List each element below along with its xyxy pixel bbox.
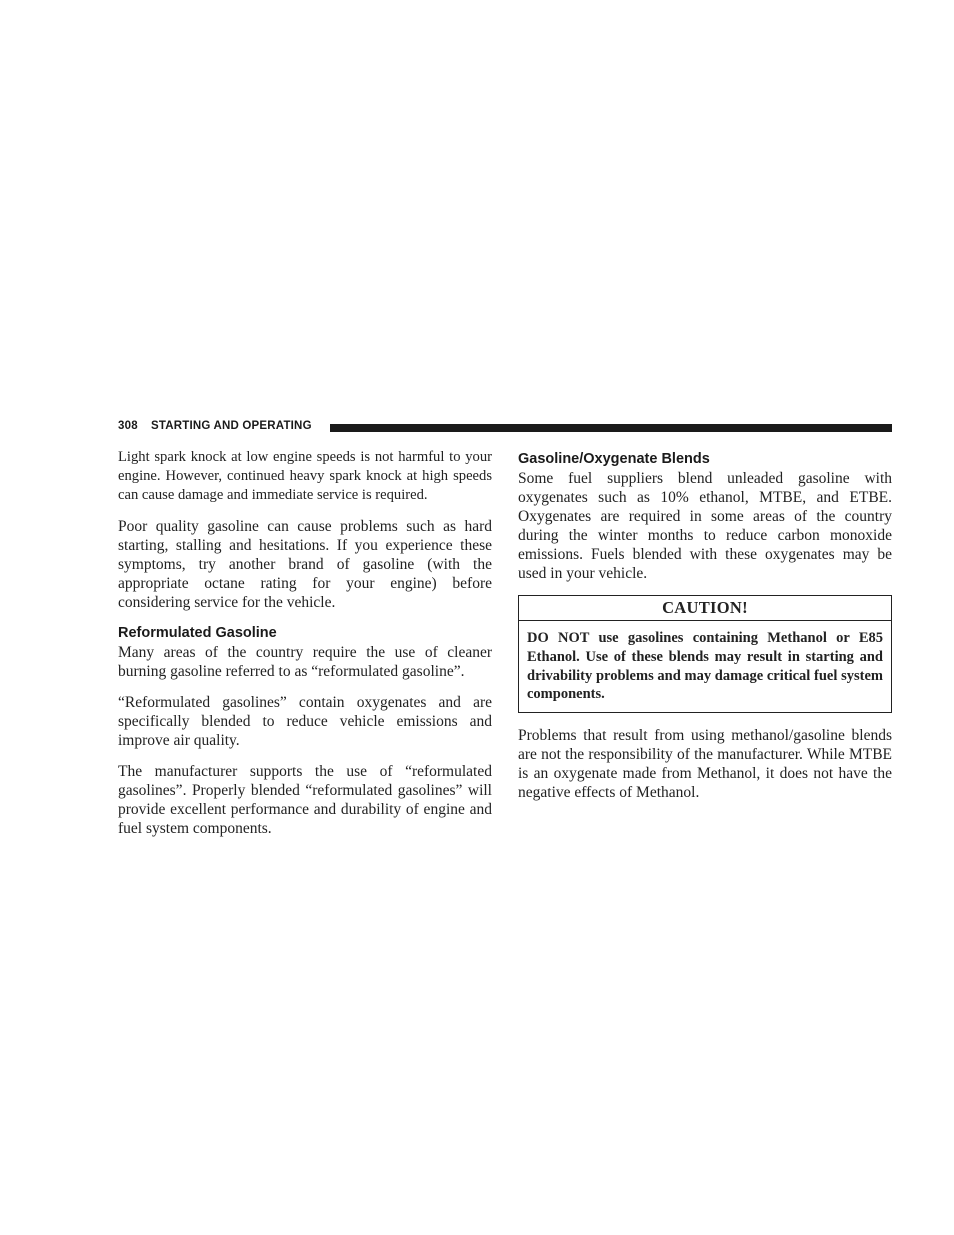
paragraph-spark-knock: Light spark knock at low engine speeds is not harmful to your engine. However, continued heavy spark knock at high speeds can cause damage and immediate service is required. <box>118 449 492 503</box>
paragraph-poor-quality-gasoline: Poor quality gasoline can cause problems such as hard starting, stalling and hesitations. If you experience these symptoms, try another brand of gasoline (with the appropriate octane rating for your engine) before considering service for the vehicle. <box>118 518 492 611</box>
paragraph-oxygenates: “Reformulated gasolines” contain oxygenates and are specifically blended to reduce vehicle emissions and improve air quality. <box>118 694 492 749</box>
caution-title: CAUTION! <box>519 596 891 621</box>
heading-oxygenate-blends: Gasoline/Oxygenate Blends <box>518 451 710 467</box>
left-column <box>118 448 492 850</box>
caution-box <box>518 595 892 713</box>
paragraph-manufacturer-support: The manufacturer supports the use of “reformulated gasolines”. Properly blended “reformulated gasolines” will provide excellent performance and durability of engine and fuel system components. <box>118 763 492 837</box>
paragraph-cleaner-burning: Many areas of the country require the use of cleaner burning gasoline referred to as “reformulated gasoline”. <box>118 644 492 680</box>
right-column <box>518 448 892 814</box>
header-rule-bar <box>330 424 892 432</box>
caution-body: DO NOT use gasolines containing Methanol or E85 Ethanol. Use of these blends may result in starting and drivability problems and may damage critical fuel system components. <box>527 630 883 703</box>
paragraph-oxygenate-blends: Some fuel suppliers blend unleaded gasoline with oxygenates such as 10% ethanol, MTBE, and ETBE. Oxygenates are required in some areas of the country during the winter months to reduce carbon monoxide emissions. Fuels blended with these oxygenates may be used in your vehicle. <box>518 470 892 582</box>
heading-reformulated-gasoline: Reformulated Gasoline <box>118 625 277 641</box>
paragraph-methanol-problems: Problems that result from using methanol/gasoline blends are not the responsibility of the manufacturer. While MTBE is an oxygenate made from Methanol, it does not have the negative effects of Methanol. <box>518 727 892 802</box>
section-title: STARTING AND OPERATING <box>151 420 312 432</box>
page-header <box>118 418 892 438</box>
page-number: 308 <box>118 420 138 432</box>
